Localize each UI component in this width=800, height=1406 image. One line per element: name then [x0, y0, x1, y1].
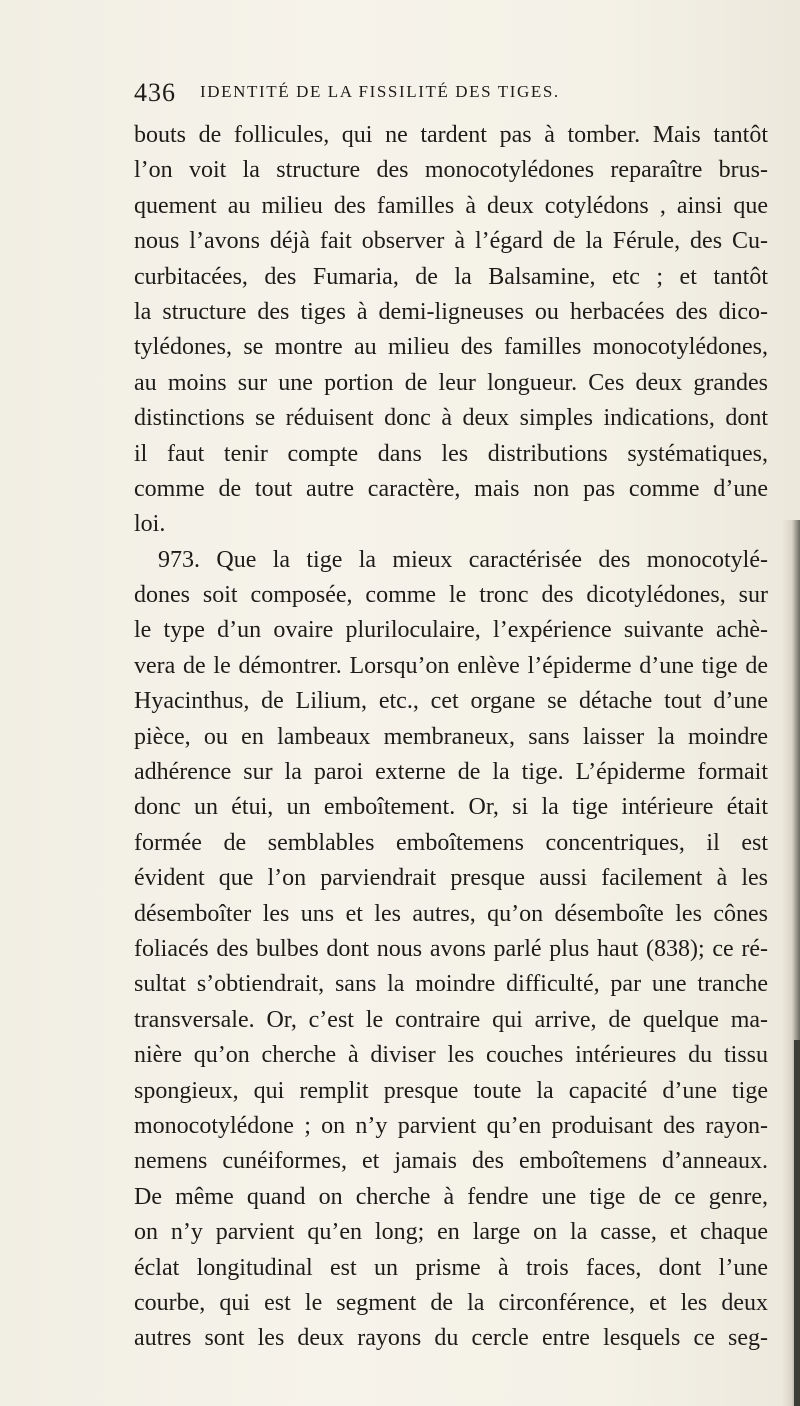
text-line: spongieux, qui remplit presque toute la capacité d’une tige [134, 1077, 768, 1104]
text-line: évident que l’on parviendrait presque aussi facilement à les [134, 865, 768, 892]
text-line: curbitacées, des Fumaria, de la Balsamine, etc ; et tantôt [134, 263, 768, 290]
text-line: De même quand on cherche à fendre une tige de ce genre, [134, 1183, 768, 1210]
text-line: adhérence sur la paroi externe de la tige. L’épiderme formait [134, 759, 768, 786]
text-line: il faut tenir compte dans les distributions systématiques, [134, 440, 768, 467]
text-line: l’on voit la structure des monocotylédones reparaître brus- [134, 157, 768, 184]
text-line: éclat longitudinal est un prisme à trois faces, dont l’une [134, 1254, 768, 1281]
text-line: sultat s’obtiendrait, sans la moindre difficulté, par une tranche [134, 971, 768, 998]
text-line: on n’y parvient qu’en long; en large on la casse, et chaque [134, 1219, 768, 1246]
text-line: foliacés des bulbes dont nous avons parlé plus haut (838); ce ré- [134, 935, 768, 962]
text-line: désemboîter les uns et les autres, qu’on désemboîte les cônes [134, 900, 768, 927]
paragraph-start-line: 973. Que la tige la mieux caractérisée des monocotylé- [158, 546, 768, 573]
text-line: nous l’avons déjà fait observer à l’égard de la Férule, des Cu- [134, 228, 768, 255]
text-line: tylédones, se montre au milieu des familles monocotylédones, [134, 334, 768, 361]
text-line: monocotylédone ; on n’y parvient qu’en produisant des rayon- [134, 1112, 768, 1139]
text-line: le type d’un ovaire pluriloculaire, l’expérience suivante achè- [134, 617, 768, 644]
text-line: autres sont les deux rayons du cercle entre lesquels ce seg- [134, 1325, 768, 1352]
page-header [134, 78, 694, 112]
text-line: formée de semblables emboîtemens concentriques, il est [134, 829, 768, 856]
text-line: dones soit composée, comme le tronc des dicotylédones, sur [134, 582, 768, 609]
text-line: courbe, qui est le segment de la circonférence, et les deux [134, 1289, 768, 1316]
page-number: 436 [134, 78, 176, 107]
running-head: IDENTITÉ DE LA FISSILITÉ DES TIGES. [200, 82, 560, 101]
text-line: Hyacinthus, de Lilium, etc., cet organe se détache tout d’une [134, 688, 768, 715]
text-line: quement au milieu des familles à deux cotylédons , ainsi que [134, 192, 768, 219]
text-line: bouts de follicules, qui ne tardent pas à tomber. Mais tantôt [134, 122, 768, 148]
text-line: distinctions se réduisent donc à deux simples indications, dont [134, 405, 768, 432]
text-line: comme de tout autre caractère, mais non pas comme d’une [134, 475, 768, 502]
text-line: loi. [134, 511, 166, 538]
page-edge-dark [794, 1040, 800, 1406]
text-line: nière qu’on cherche à diviser les couches intérieures du tissu [134, 1042, 768, 1069]
text-line: donc un étui, un emboîtement. Or, si la tige intérieure était [134, 794, 768, 821]
text-line: au moins sur une portion de leur longueur. Ces deux grandes [134, 369, 768, 396]
text-line: transversale. Or, c’est le contraire qui arrive, de quelque ma- [134, 1006, 768, 1033]
body-text [134, 118, 768, 1357]
text-line: la structure des tiges à demi-ligneuses ou herbacées des dico- [134, 298, 768, 325]
text-line: nemens cunéiformes, et jamais des emboîtemens d’anneaux. [134, 1148, 768, 1175]
text-line: pièce, ou en lambeaux membraneux, sans laisser la moindre [134, 723, 768, 750]
text-line: vera de le démontrer. Lorsqu’on enlève l’épiderme d’une tige de [134, 652, 768, 679]
